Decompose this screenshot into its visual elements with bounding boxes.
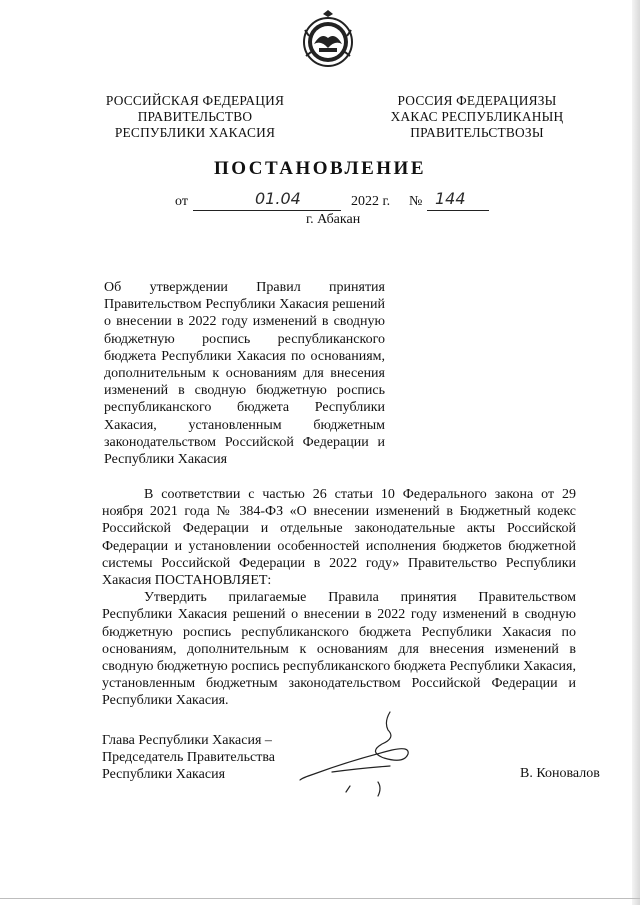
body-paragraph: Утвердить прилагаемые Правила принятия Правительством Республики Хакасия решений о внесении в 2022 году изменений в сводную бюджетную роспись республиканского бюджета Республики Хакасия по основаниям, дополнительным к основаниям для внесения изменений в сводную бюджетную роспись республиканского бюджета Республики Хакасия, установленным бюджетным законодательством Российской Федерации и Республики Хакасия. bbox=[102, 590, 576, 709]
number-label: № bbox=[409, 194, 423, 209]
page-bottom-edge bbox=[0, 898, 640, 899]
signature-icon bbox=[292, 708, 482, 800]
header-left-line: ПРАВИТЕЛЬСТВО bbox=[137, 109, 253, 124]
coat-of-arms-icon bbox=[301, 8, 355, 68]
header-right-line: ПРАВИТЕЛЬСТВОЗЫ bbox=[410, 125, 544, 140]
signatory-title-line: Республики Хакасия bbox=[102, 767, 226, 783]
year-label: 2022 г. bbox=[351, 194, 391, 209]
body-paragraph: В соответствии с частью 26 статьи 10 Федерального закона от 29 ноября 2021 года № 384-ФЗ «О внесении изменений в Бюджетный кодекс Российской Федерации и отдельные законодательные акты Российской Федерации и установлении особенностей исполнения бюджетов бюджетной системы Российской Федерации в 2022 году» Правительство Республики Хакасия ПОСТАНОВЛЯЕТ: bbox=[102, 487, 576, 589]
document-title: ПОСТАНОВЛЕНИЕ bbox=[213, 158, 427, 179]
handwritten-number: 144 bbox=[435, 189, 466, 208]
header-left-line: РЕСПУБЛИКИ ХАКАСИЯ bbox=[114, 125, 276, 140]
city: г. Абакан bbox=[306, 212, 361, 227]
from-label: от bbox=[175, 194, 188, 209]
handwritten-date: 01.04 bbox=[255, 189, 301, 208]
header-left bbox=[100, 93, 290, 141]
header-right-line: РОССИЯ ФЕДЕРАЦИЯЗЫ bbox=[397, 93, 557, 108]
signatory-title-line: Председатель Правительства bbox=[102, 750, 275, 766]
header-left-line: РОССИЙСКАЯ ФЕДЕРАЦИЯ bbox=[105, 93, 285, 108]
signatory-name: В. Коновалов bbox=[520, 766, 600, 781]
signatory-title bbox=[102, 732, 275, 784]
document-subject: Об утверждении Правил принятия Правительством Республики Хакасия решений о внесении в 2022 году изменений в сводную бюджетную роспись республиканского бюджета Республики Хакасия по основаниям, дополнительным к основаниям для внесения изменений в сводную бюджетную роспись республиканского бюджета Республики Хакасия, установленным бюджетным законодательством Российской Федерации и Республики Хакасия bbox=[104, 280, 385, 468]
document-body bbox=[102, 486, 576, 710]
page-edge bbox=[632, 0, 640, 905]
header-right-line: ХАКАС РЕСПУБЛИКАНЫҢ bbox=[390, 109, 564, 124]
signatory-title-line: Глава Республики Хакасия – bbox=[102, 733, 272, 748]
header-right bbox=[382, 93, 572, 141]
